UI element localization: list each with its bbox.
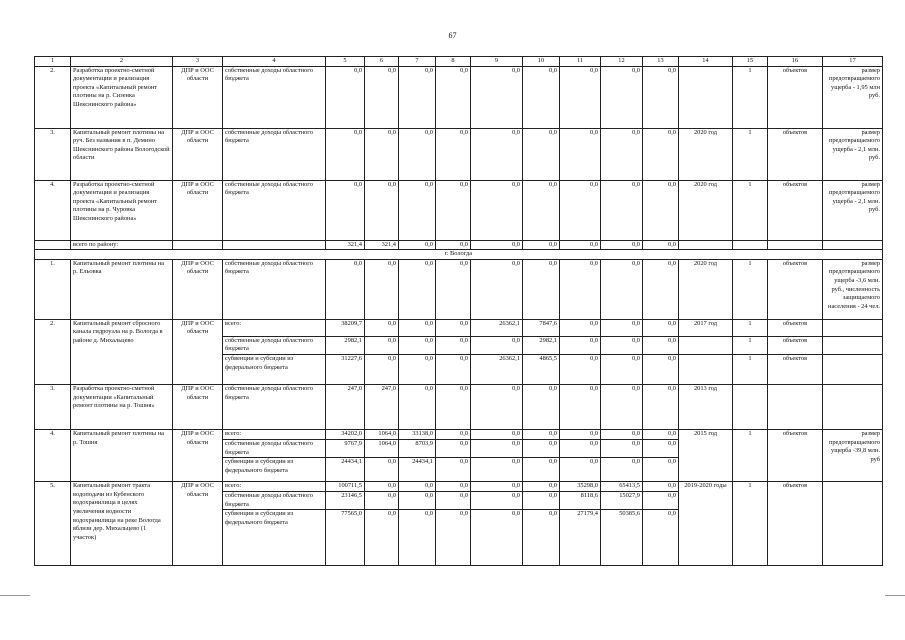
value-cell: 77565,0: [326, 510, 365, 566]
value-cell: 65413,5: [601, 482, 643, 492]
value-cell: 0,0: [560, 259, 601, 319]
value-cell: 0,0: [471, 259, 523, 319]
table-row: [35, 259, 883, 319]
value-cell: 15027,9: [601, 492, 643, 510]
value-cell: 0,0: [436, 458, 471, 482]
value-cell: 1064,0: [365, 429, 399, 439]
value-cell: 0,0: [523, 66, 560, 128]
value-cell: 0,0: [560, 458, 601, 482]
column-header: 8: [436, 57, 471, 67]
column-header: 16: [768, 57, 823, 67]
year-cell: [679, 66, 733, 128]
value-cell: 321,4: [365, 240, 399, 250]
value-cell: 0,0: [326, 128, 365, 180]
value-cell: 0,0: [436, 259, 471, 319]
value-cell: 24434,1: [326, 458, 365, 482]
value-cell: 0,0: [399, 482, 436, 492]
executor: ДПР и ООС области: [173, 180, 223, 240]
column-header: 7: [399, 57, 436, 67]
value-cell: 0,0: [523, 510, 560, 566]
value-cell: 0,0: [523, 458, 560, 482]
value-cell: 0,0: [601, 439, 643, 457]
page-edge-mark-right: [885, 595, 905, 596]
row-number: 4.: [35, 180, 71, 240]
effect-cell: размер предотвращаемого ущерба - 2,1 млн. руб.: [823, 180, 883, 240]
funding-source: субвенции и субсидии из федерального бюджета: [223, 354, 326, 384]
value-cell: 0,0: [436, 240, 471, 250]
quantity-cell: 1: [733, 259, 768, 319]
year-cell: 2020 год: [679, 128, 733, 180]
measure-name: Капитальный ремонт сбросного канала гидроузла на р. Вологда в районе д. Михальцево: [71, 319, 173, 384]
executor: ДПР и ООС области: [173, 384, 223, 429]
measure-name: Разработка проектно-сметной документации «Капитальный ремонт плотины на р. Тошня»: [71, 384, 173, 429]
value-cell: 0,0: [643, 384, 679, 429]
funding-source: субвенции и субсидии из федерального бюджета: [223, 510, 326, 566]
value-cell: 0,0: [523, 240, 560, 250]
value-cell: 0,0: [643, 259, 679, 319]
year-cell: 2013 год: [679, 384, 733, 429]
value-cell: 0,0: [471, 458, 523, 482]
value-cell: 8118,6: [560, 492, 601, 510]
value-cell: 0,0: [436, 439, 471, 457]
value-cell: 0,0: [436, 319, 471, 336]
value-cell: 0,0: [399, 128, 436, 180]
column-header: 6: [365, 57, 399, 67]
value-cell: 0,0: [436, 384, 471, 429]
year-cell: 2019-2020 годы: [679, 482, 733, 566]
value-cell: 50385,6: [601, 510, 643, 566]
unit-cell: объектов: [768, 336, 823, 354]
executor: ДПР и ООС области: [173, 319, 223, 384]
value-cell: 0,0: [523, 439, 560, 457]
quantity-cell: 1: [733, 180, 768, 240]
funding-source: собственные доходы областного бюджета: [223, 384, 326, 429]
measure-name: Капитальный ремонт плотины на р. Ельовка: [71, 259, 173, 319]
value-cell: 0,0: [365, 492, 399, 510]
value-cell: 0,0: [436, 492, 471, 510]
column-header: 3: [173, 57, 223, 67]
value-cell: 0,0: [643, 439, 679, 457]
table-row: [35, 384, 883, 429]
value-cell: 0,0: [560, 439, 601, 457]
value-cell: 0,0: [326, 66, 365, 128]
value-cell: 0,0: [399, 510, 436, 566]
quantity-cell: 1: [733, 128, 768, 180]
row-number: 5.: [35, 482, 71, 566]
measure-name: Разработка проектно-сметной документации и реализация проекта «Капитальный ремонт плотины на р. Чуровка Шекснинского района»: [71, 180, 173, 240]
value-cell: 0,0: [601, 336, 643, 354]
executor: ДПР и ООС области: [173, 128, 223, 180]
unit-cell: объектов: [768, 128, 823, 180]
funding-source: всего:: [223, 319, 326, 336]
funding-source: собственные доходы областного бюджета: [223, 259, 326, 319]
value-cell: 0,0: [365, 66, 399, 128]
quantity-cell: 1: [733, 482, 768, 566]
value-cell: 0,0: [399, 354, 436, 384]
value-cell: 0,0: [471, 429, 523, 439]
effect-cell: размер предотвращаемого ущерба - 2,1 млн. руб.: [823, 128, 883, 180]
funding-source: субвенции и субсидии из федерального бюджета: [223, 458, 326, 482]
value-cell: 0,0: [436, 354, 471, 384]
column-header: 5: [326, 57, 365, 67]
table-row: [35, 240, 883, 250]
value-cell: 0,0: [601, 319, 643, 336]
value-cell: 0,0: [365, 319, 399, 336]
funding-source: собственные доходы областного бюджета: [223, 66, 326, 128]
value-cell: 0,0: [643, 128, 679, 180]
year-cell: 2020 год: [679, 259, 733, 319]
value-cell: 0,0: [523, 180, 560, 240]
value-cell: 0,0: [523, 259, 560, 319]
executor: ДПР и ООС области: [173, 482, 223, 566]
table-row: [35, 128, 883, 180]
value-cell: 0,0: [643, 492, 679, 510]
funding-source: собственные доходы областного бюджета: [223, 492, 326, 510]
table-row: [35, 66, 883, 128]
value-cell: 0,0: [365, 354, 399, 384]
row-number: 1.: [35, 259, 71, 319]
value-cell: 4865,5: [523, 354, 560, 384]
value-cell: 0,0: [365, 510, 399, 566]
funding-source: собственные доходы областного бюджета: [223, 128, 326, 180]
value-cell: 0,0: [471, 439, 523, 457]
value-cell: 0,0: [643, 482, 679, 492]
value-cell: 0,0: [471, 240, 523, 250]
effect-cell: размер предотвращаемого ущерба - 1,95 млн руб.: [823, 66, 883, 128]
effect-cell: размер предотвращаемого ущерба -3,6 млн. руб., численность защищаемого населения - 24 чел.: [823, 259, 883, 319]
value-cell: 100711,5: [326, 482, 365, 492]
value-cell: 0,0: [560, 319, 601, 336]
measure-name: Капитальный ремонт тракта водоподачи из Кубенского водохранилища в целях увеличения водности водохранилища на реке Вологда вблизи дер. Михальцево (1 участок): [71, 482, 173, 566]
value-cell: 0,0: [560, 128, 601, 180]
value-cell: 0,0: [436, 180, 471, 240]
district-total-label: всего по району:: [71, 240, 173, 250]
value-cell: 0,0: [471, 180, 523, 240]
value-cell: 0,0: [601, 384, 643, 429]
table-row: [35, 250, 883, 260]
table-row: [35, 429, 883, 439]
value-cell: 0,0: [560, 240, 601, 250]
unit-cell: объектов: [768, 259, 823, 319]
value-cell: 0,0: [326, 259, 365, 319]
quantity-cell: 1: [733, 319, 768, 336]
value-cell: 0,0: [365, 336, 399, 354]
value-cell: 0,0: [523, 128, 560, 180]
value-cell: 0,0: [365, 259, 399, 319]
value-cell: 0,0: [399, 319, 436, 336]
value-cell: 35298,0: [560, 482, 601, 492]
column-header: 15: [733, 57, 768, 67]
value-cell: 247,0: [326, 384, 365, 429]
funding-source: всего:: [223, 429, 326, 439]
value-cell: 0,0: [601, 458, 643, 482]
value-cell: 0,0: [601, 429, 643, 439]
column-header: 10: [523, 57, 560, 67]
value-cell: 0,0: [601, 354, 643, 384]
program-table: [34, 56, 883, 566]
measure-name: Разработка проектно-сметной документации и реализация проекта «Капитальный ремонт плотины на р. Сизенка Шекснинского района»: [71, 66, 173, 128]
value-cell: 2982,1: [326, 336, 365, 354]
value-cell: 23146,5: [326, 492, 365, 510]
value-cell: 0,0: [365, 128, 399, 180]
city-heading: г. Вологда: [35, 250, 883, 260]
column-header: 17: [823, 57, 883, 67]
value-cell: 0,0: [643, 336, 679, 354]
value-cell: 26362,1: [471, 354, 523, 384]
funding-source: всего:: [223, 482, 326, 492]
value-cell: 0,0: [436, 128, 471, 180]
value-cell: 9767,9: [326, 439, 365, 457]
year-cell: [679, 336, 733, 354]
value-cell: 24434,1: [399, 458, 436, 482]
value-cell: 7847,6: [523, 319, 560, 336]
row-number: 3.: [35, 128, 71, 180]
value-cell: 27179,4: [560, 510, 601, 566]
table-row: [35, 482, 883, 492]
value-cell: 0,0: [560, 384, 601, 429]
table-row: [35, 180, 883, 240]
column-header: 1: [35, 57, 71, 67]
value-cell: 0,0: [471, 66, 523, 128]
value-cell: 0,0: [471, 482, 523, 492]
value-cell: 8703,9: [399, 439, 436, 457]
effect-cell: размер предотвращаемого ущерба -39,8 млн. руб: [823, 429, 883, 481]
value-cell: 0,0: [399, 259, 436, 319]
value-cell: 0,0: [643, 429, 679, 439]
value-cell: 0,0: [523, 429, 560, 439]
value-cell: 38209,7: [326, 319, 365, 336]
value-cell: 0,0: [560, 66, 601, 128]
value-cell: 0,0: [601, 66, 643, 128]
value-cell: 0,0: [471, 384, 523, 429]
value-cell: 0,0: [399, 66, 436, 128]
unit-cell: объектов: [768, 319, 823, 336]
value-cell: 0,0: [643, 180, 679, 240]
year-cell: 2020 год: [679, 180, 733, 240]
quantity-cell: 1: [733, 429, 768, 481]
value-cell: 0,0: [560, 354, 601, 384]
value-cell: 1064,0: [365, 439, 399, 457]
value-cell: 31227,6: [326, 354, 365, 384]
value-cell: 0,0: [523, 384, 560, 429]
funding-source: собственные доходы областного бюджета: [223, 180, 326, 240]
value-cell: 247,0: [365, 384, 399, 429]
value-cell: 0,0: [643, 240, 679, 250]
unit-cell: объектов: [768, 429, 823, 481]
column-header: 12: [601, 57, 643, 67]
row-number: 4.: [35, 429, 71, 481]
executor: ДПР и ООС области: [173, 66, 223, 128]
value-cell: 2982,1: [523, 336, 560, 354]
value-cell: 0,0: [471, 492, 523, 510]
value-cell: 0,0: [601, 259, 643, 319]
value-cell: 0,0: [365, 180, 399, 240]
value-cell: 34202,0: [326, 429, 365, 439]
value-cell: 0,0: [560, 336, 601, 354]
funding-source: собственные доходы областного бюджета: [223, 439, 326, 457]
value-cell: 0,0: [399, 240, 436, 250]
value-cell: 0,0: [643, 354, 679, 384]
table-row: [35, 57, 883, 67]
column-header: 4: [223, 57, 326, 67]
quantity-cell: 1: [733, 354, 768, 384]
column-header: 13: [643, 57, 679, 67]
table-row: [35, 319, 883, 336]
column-header: 11: [560, 57, 601, 67]
value-cell: 0,0: [399, 180, 436, 240]
value-cell: 0,0: [560, 180, 601, 240]
row-number: 2.: [35, 319, 71, 384]
measure-name: Капитальный ремонт плотины на руч. Без названия в п. Демино Шекснинского района Вологодской области: [71, 128, 173, 180]
value-cell: 0,0: [399, 492, 436, 510]
unit-cell: объектов: [768, 482, 823, 566]
value-cell: 0,0: [399, 336, 436, 354]
page-number: 67: [448, 31, 457, 40]
value-cell: 0,0: [365, 458, 399, 482]
value-cell: 0,0: [436, 66, 471, 128]
value-cell: 0,0: [523, 482, 560, 492]
column-header: 9: [471, 57, 523, 67]
value-cell: 0,0: [471, 510, 523, 566]
value-cell: 26362,1: [471, 319, 523, 336]
column-header: 2: [71, 57, 173, 67]
value-cell: 0,0: [643, 319, 679, 336]
value-cell: 0,0: [436, 482, 471, 492]
quantity-cell: 1: [733, 336, 768, 354]
executor: ДПР и ООС области: [173, 259, 223, 319]
year-cell: [679, 354, 733, 384]
value-cell: 0,0: [643, 458, 679, 482]
year-cell: 2017 год: [679, 319, 733, 336]
executor: ДПР и ООС области: [173, 429, 223, 481]
value-cell: 0,0: [436, 510, 471, 566]
value-cell: 321,4: [326, 240, 365, 250]
page-edge-mark-left: [0, 595, 30, 596]
value-cell: 0,0: [601, 128, 643, 180]
value-cell: 0,0: [560, 429, 601, 439]
row-number: 2.: [35, 66, 71, 128]
unit-cell: объектов: [768, 354, 823, 384]
value-cell: 0,0: [436, 336, 471, 354]
quantity-cell: 1: [733, 66, 768, 128]
year-cell: 2015 год: [679, 429, 733, 481]
unit-cell: объектов: [768, 180, 823, 240]
value-cell: 0,0: [643, 66, 679, 128]
value-cell: 0,0: [643, 510, 679, 566]
value-cell: 0,0: [436, 429, 471, 439]
column-header: 14: [679, 57, 733, 67]
measure-name: Капитальный ремонт плотины на р. Тошня: [71, 429, 173, 481]
value-cell: 0,0: [365, 482, 399, 492]
unit-cell: объектов: [768, 66, 823, 128]
value-cell: 0,0: [471, 128, 523, 180]
value-cell: 0,0: [399, 384, 436, 429]
value-cell: 0,0: [601, 240, 643, 250]
row-number: 3.: [35, 384, 71, 429]
value-cell: 33138,0: [399, 429, 436, 439]
value-cell: 0,0: [601, 180, 643, 240]
value-cell: 0,0: [523, 492, 560, 510]
value-cell: 0,0: [326, 180, 365, 240]
funding-source: собственные доходы областного бюджета: [223, 336, 326, 354]
value-cell: 0,0: [471, 336, 523, 354]
